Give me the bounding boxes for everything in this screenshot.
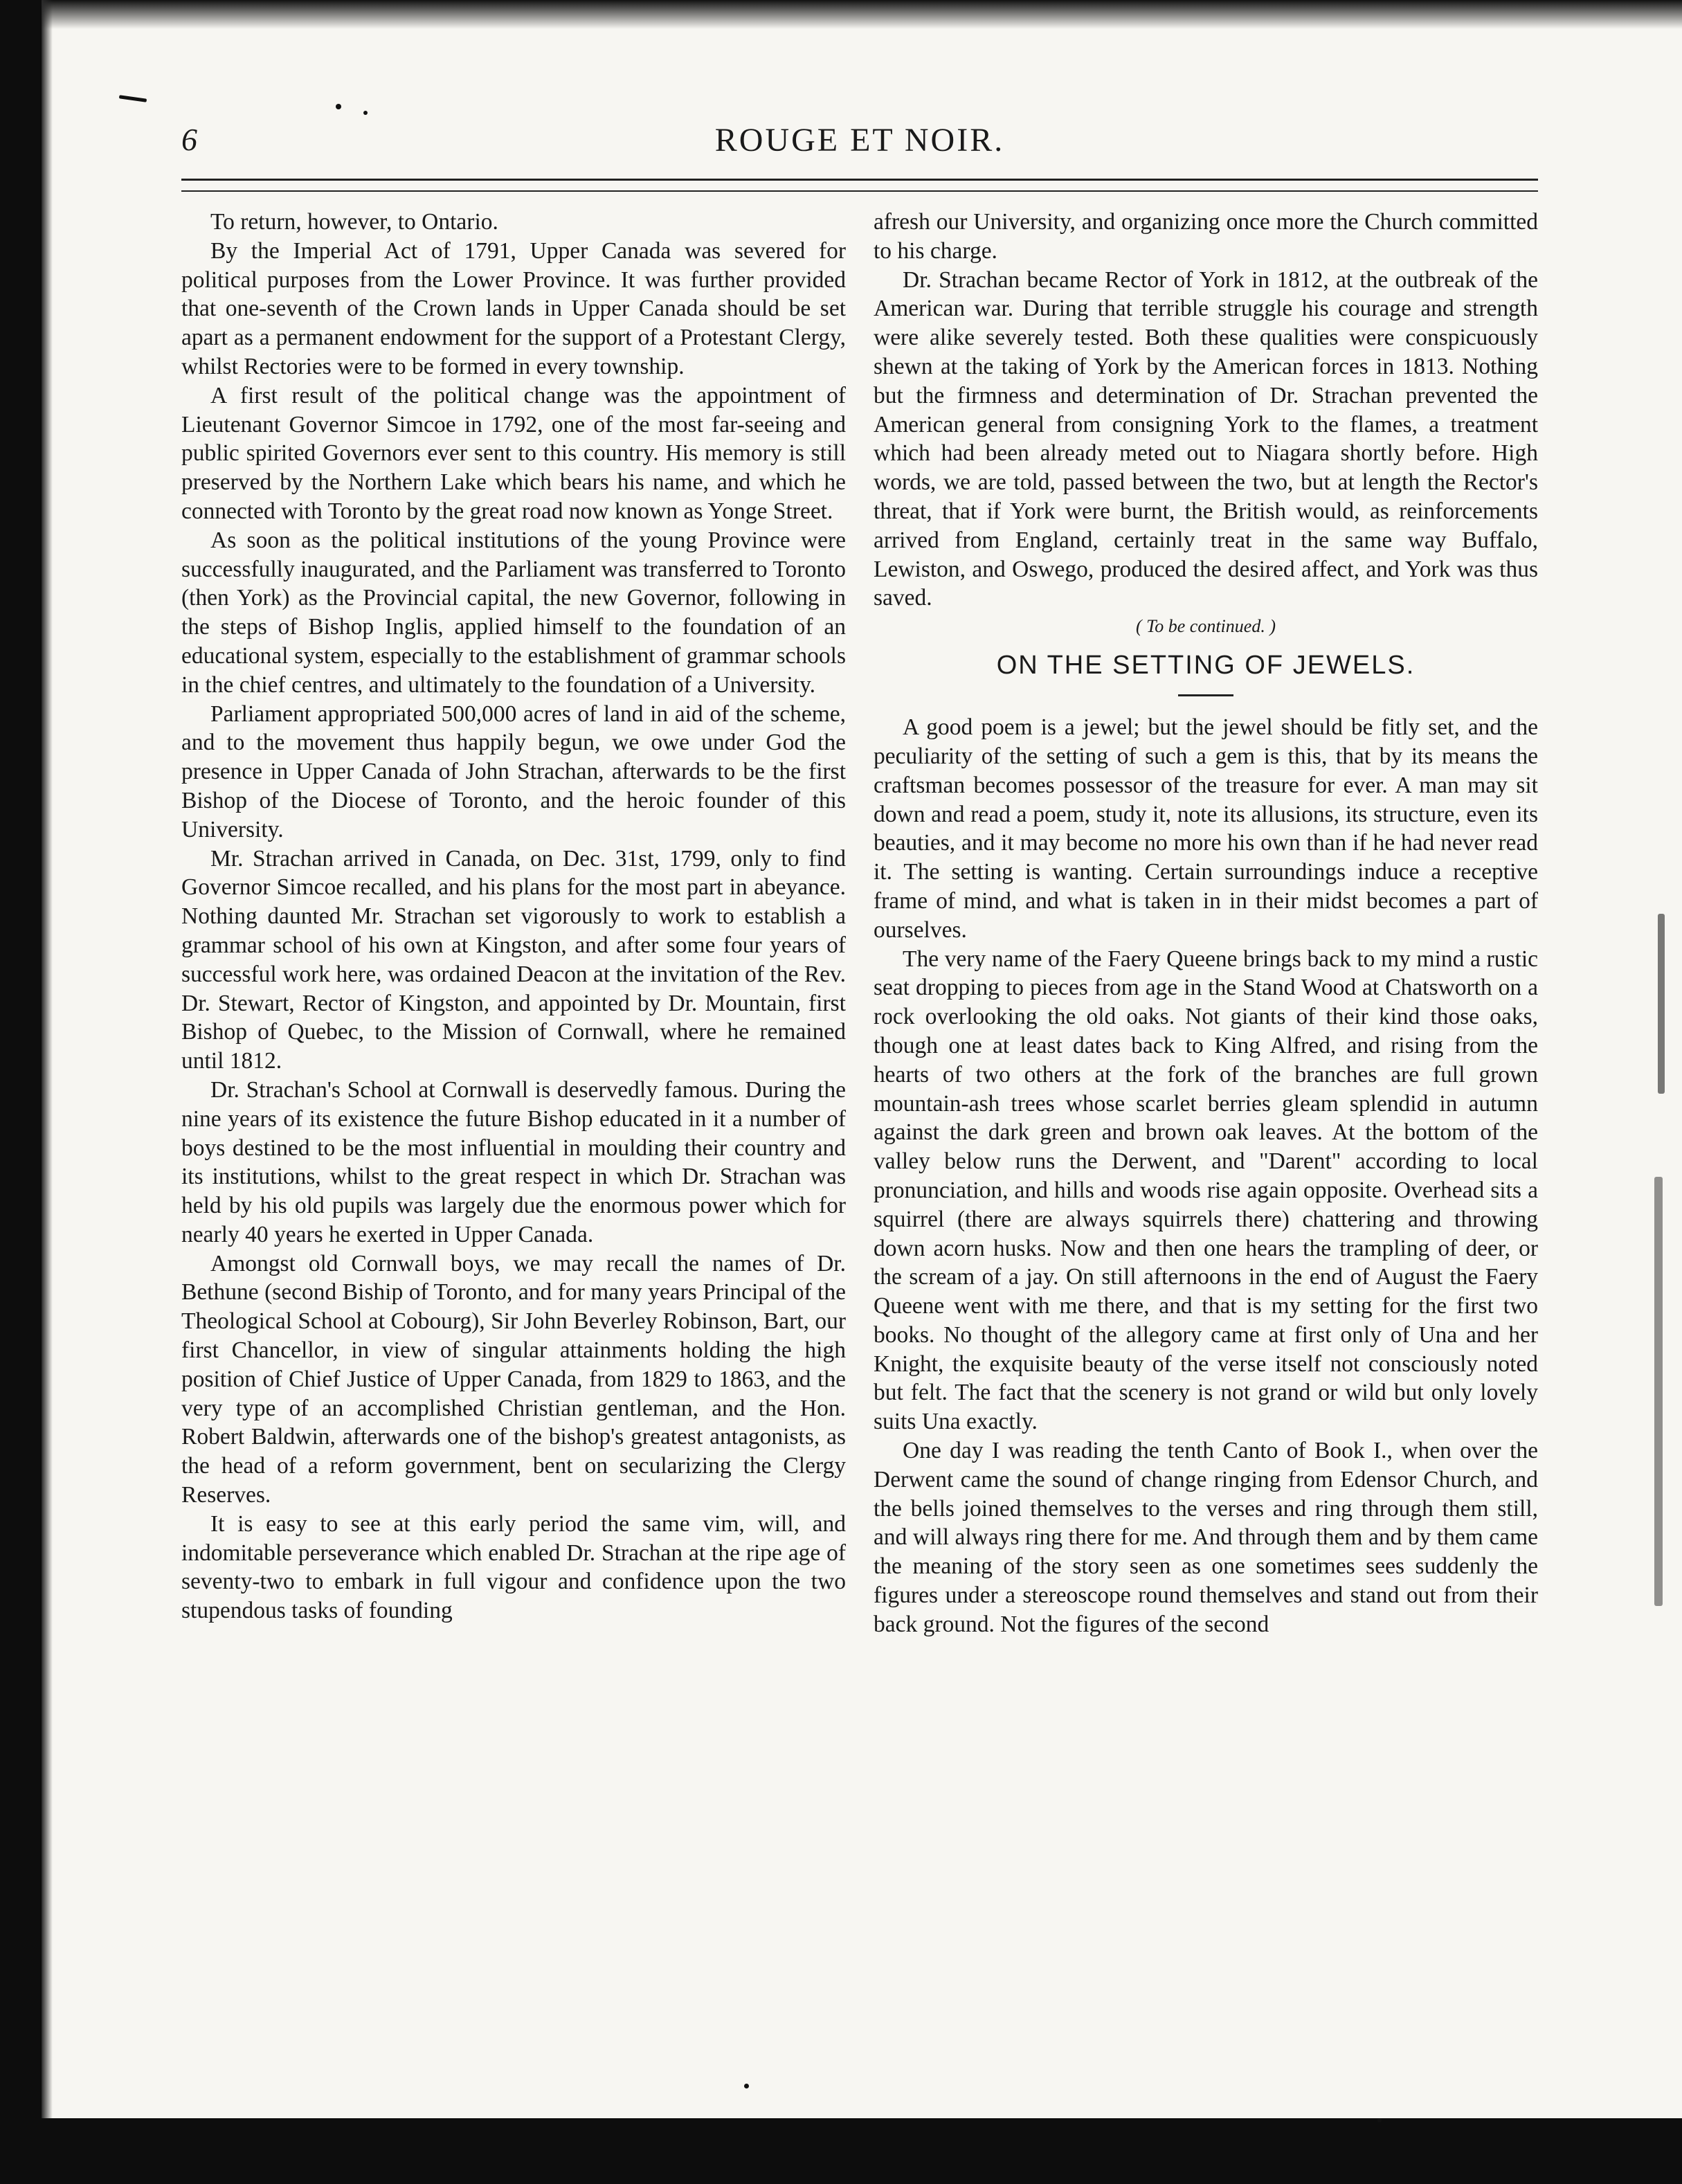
- paragraph: Dr. Strachan's School at Cornwall is deservedly famous. During the nine years of its existence the future Bishop educated in it a number of boys destined to be the most influential in moulding their country and its institutions, whilst to the great respect in which Dr. Strachan was held by his old pupils was largely due the enormous power which for nearly 40 years he exerted in Upper Canada.: [181, 1076, 846, 1247]
- scan-left-border: [0, 0, 42, 2184]
- paragraph: As soon as the political institutions of the young Province were successfully inaugurated, and the Parliament was transferred to Toronto (then York) as the Provincial capital, the new Governor, following in the steps of Bishop Inglis, applied himself to the foundation of an educational system, especially to the establishment of grammar schools in the chief centres, and ultimately to the foundation of a University.: [181, 527, 846, 698]
- scan-top-shadow: [0, 0, 1682, 29]
- heading-rule: [1178, 694, 1233, 696]
- scan-speck: [336, 104, 341, 109]
- paragraph: The very name of the Faery Queene brings back to my mind a rustic seat dropping to pieces from age in the Stand Wood at Chatsworth on a rock overlooking the old oaks. Not giants of their kind those oaks, though one at least dates back to King Alfred, and rising from the hearts of two others at the fork of the branches are full grown mountain-ash trees whose scarlet berries gleam splendid in autumn against the dark green and brown oak leaves. At the bottom of the valley below runs the Derwent, and "Darent" according to local pronunciation, and hills and woods rise again opposite. Overhead sits a squirrel (there are always squirrels there) chattering and throwing down acorn husks. Now and then one hears the trampling of deer, or the scream of a jay. On still afternoons in the end of August the Faery Queene went with me there, and that is my setting for the first two books. No thought of the allegory came at first only of Una and her Knight, the exquisite beauty of the verse itself not consciously noted but felt. The fact that the scenery is not grand or wild but only lovely suits Una exactly.: [874, 946, 1538, 1435]
- scan-speck: [119, 95, 147, 102]
- header-rule: [181, 179, 1538, 192]
- paragraph: Mr. Strachan arrived in Canada, on Dec. 31st, 1799, only to find Governor Simcoe recalled, and his plans for the most part in abeyance. Nothing daunted Mr. Strachan set vigorously to work to establish a grammar school of his own at Kingston, and after some four years of successful work here, was ordained Deacon at the invitation of the Rev. Dr. Stewart, Rector of Kingston, and appointed by Dr. Mountain, first Bishop of Quebec, to the Mission of Cornwall, where he remained until 1812.: [181, 845, 846, 1074]
- paragraph: It is easy to see at this early period the same vim, will, and indomitable perseverance which enabled Dr. Strachan at the ripe age of seventy-two to embark in full vigour and confidence upon the two stupendous tasks of founding: [181, 1510, 846, 1624]
- paragraph: Amongst old Cornwall boys, we may recall the names of Dr. Bethune (second Biship of Toronto, and for many years Principal of the Theological School at Cobourg), Sir John Beverley Robinson, Bart, our first Chancellor, in view of singular attainments holding the high position of Chief Justice of Upper Canada, from 1829 to 1863, and the very type of an accomplished Christian gentleman, and the Hon. Robert Baldwin, afterwards one of the bishop's greatest antagonists, as the head of a reform government, bent on secularizing the Clergy Reserves.: [181, 1250, 846, 1508]
- right-column: [874, 208, 1538, 1639]
- paragraph: Dr. Strachan became Rector of York in 1812, at the outbreak of the American war. During that terrible struggle his courage and strength were alike severely tested. Both these qualities were conspicuously shewn at the taking of York by the American forces in 1813. Nothing but the firmness and determination of Dr. Strachan prevented the American general from consigning York to the flames, a treatment which had been already meted out to Niagara shortly before. High words, we are told, passed between the two, but at length the Rector's threat, that if York were burnt, the British would, as reinforcements arrived from England, certainly treat in the same way Buffalo, Lewiston, and Oswego, produced the desired affect, and York was thus saved.: [874, 267, 1538, 611]
- running-title: ROUGE ET NOIR.: [714, 122, 1005, 159]
- paragraph: To return, however, to Ontario.: [210, 209, 498, 235]
- continued-note: ( To be continued. ): [1136, 616, 1276, 637]
- scan-speck: [1654, 1177, 1663, 1606]
- scan-left-shadow: [42, 0, 53, 2184]
- page-number: 6: [181, 122, 197, 157]
- scan-bottom-border: [0, 2118, 1682, 2184]
- left-column: [181, 208, 846, 1625]
- page-header: [181, 114, 1538, 170]
- paragraph: afresh our University, and organizing once more the Church committed to his charge.: [874, 209, 1538, 264]
- paragraph: By the Imperial Act of 1791, Upper Canada was severed for political purposes from the Lower Province. It was further provided that one-seventh of the Crown lands in Upper Canada should be set apart as a permanent endowment for the support of a Protestant Clergy, whilst Rectories were to be formed in every township.: [181, 237, 846, 379]
- paragraph: Parliament appropriated 500,000 acres of land in aid of the scheme, and to the movement thus happily begun, we owe under God the presence in Upper Canada of John Strachan, afterwards to be the first Bishop of the Diocese of Toronto, and the heroic founder of this University.: [181, 701, 846, 842]
- paragraph: One day I was reading the tenth Canto of Book I., when over the Derwent came the sound of change ringing from Edensor Church, and the bells joined themselves to the verses and ring through them still, and will always ring there for me. And through them and by them came the meaning of the story seen as one sometimes sees suddenly the figures under a stereoscope round themselves and stand out from their back ground. Not the figures of the second: [874, 1438, 1538, 1637]
- scan-speck: [744, 2084, 749, 2088]
- scan-speck: [1377, 2118, 1382, 2122]
- section-heading: ON THE SETTING OF JEWELS.: [996, 651, 1416, 680]
- paragraph: A first result of the political change was the appointment of Lieutenant Governor Simcoe in 1792, one of the most far-seeing and public spirited Governors ever sent to this country. His memory is still preserved by the Northern Lake which bears his name, and which he connected with Toronto by the great road now known as Yonge Street.: [181, 382, 846, 524]
- paragraph: A good poem is a jewel; but the jewel should be fitly set, and the peculiarity of the setting of such a gem is this, that by its means the craftsman becomes possessor of the treasure for ever. A man may sit down and read a poem, study it, note its allusions, its structure, even its beauties, and it may become no more his own than if he had never read it. The setting is wanting. Certain surroundings induce a receptive frame of mind, and what is taken in in their midst becomes a part of ourselves.: [874, 714, 1538, 943]
- scan-speck: [1658, 914, 1665, 1094]
